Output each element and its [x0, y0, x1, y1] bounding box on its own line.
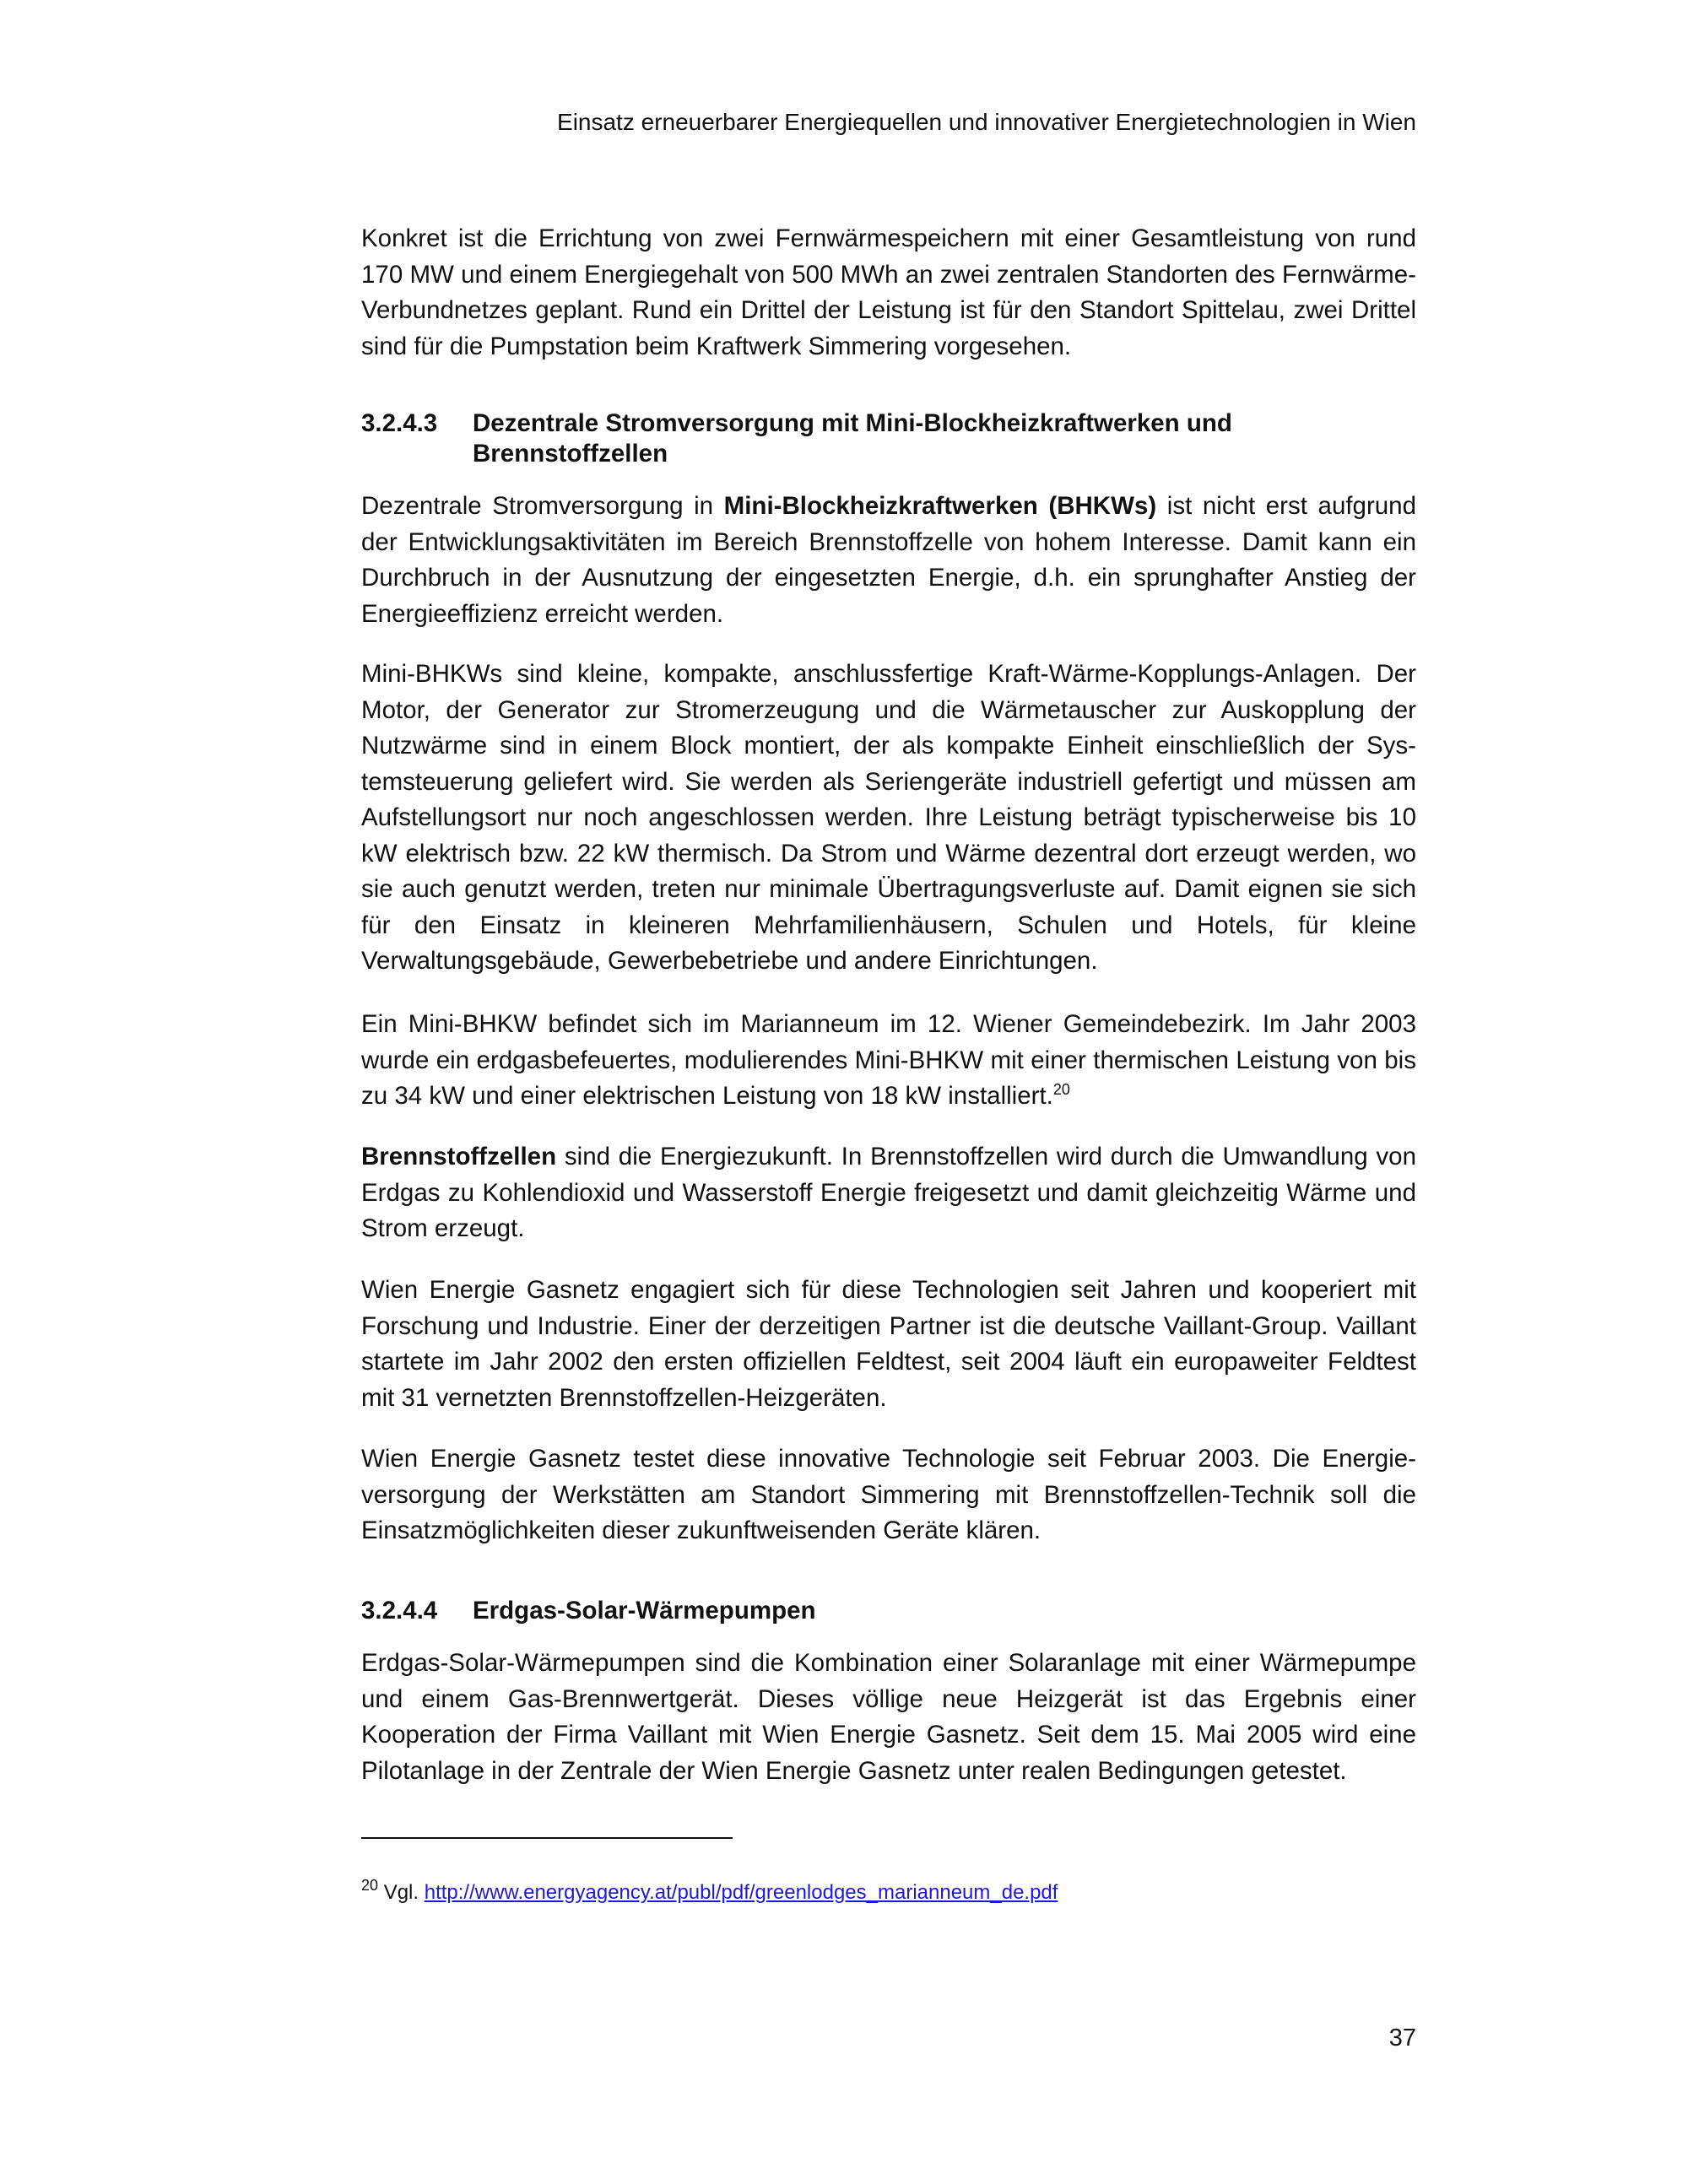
- footnote: [361, 1878, 1058, 1908]
- page-number: 37: [1388, 2025, 1416, 2052]
- text: ist nicht erst aufgrund der Entwicklungsaktivitäten im Bereich Brennstoffzelle von hohem Interesse. Damit kann ein Durchbruch in der Ausnutzung der eingesetzten Energie, d.h. ein sprunghafter Anstieg der Energieeffizienz erreicht werden.: [361, 492, 1416, 628]
- running-header: Einsatz erneuerbarer Energiequellen und innovativer Energietechnologien in Wien: [557, 109, 1416, 135]
- footnote-separator: [361, 1837, 733, 1839]
- section-title: Erdgas-Solar-Wärmepumpen: [473, 1597, 816, 1624]
- footnote-reference[interactable]: 20: [1052, 1081, 1070, 1099]
- paragraph-mini-bhkws: Mini-BHKWs sind kleine, kompakte, anschlussfertige Kraft-Wärme-Kopplungs-Anlagen. Der Motor, der Generator zur Stromerzeugung und die Wärmetauscher zur Auskopplung der Nutzwärme sind in einem Block montiert, der als kompakte Einheit einschließlich der Systemsteuerung geliefert wird. Sie werden als Seriengeräte industriell gefertigt und müssen am Aufstellungsort nur noch angeschlossen werden. Ihre Leistung beträgt typischerweise bis 10 kW elektrisch bzw. 22 kW thermisch. Da Strom und Wärme dezentral dort erzeugt werden, wo sie auch genutzt werden, treten nur minimale Übertragungsverluste auf. Damit eignen sie sich für den Einsatz in kleineren Mehrfamilienhäusern, Schulen und Hotels, für kleine Verwaltungsgebäude, Gewerbebetriebe und andere Einrichtungen.: [361, 660, 1416, 975]
- paragraph-testet: Wien Energie Gasnetz testet diese innovative Technologie seit Februar 2003. Die Energieversorgung der Werkstätten am Standort Simmering mit Brennstoffzellen-Technik soll die Einsatzmöglichkeiten dieser zukunftweisenden Geräte klären.: [361, 1445, 1416, 1544]
- text: Dezentrale Stromversorgung in: [361, 492, 724, 520]
- footnote-prefix: Vgl.: [383, 1881, 419, 1904]
- section-title: Dezentrale Stromversorgung mit Mini-Blockheizkraftwerken und Brennstoffzellen: [473, 409, 1232, 468]
- paragraph-marianneum: [361, 1007, 1416, 1115]
- section-number: 3.2.4.3: [361, 409, 438, 437]
- bold-term: Mini-Blockheizkraftwerken (BHKWs): [723, 492, 1157, 520]
- section-heading-3-2-4-3: [361, 408, 1416, 469]
- paragraph-dezentrale-stromversorgung: [361, 489, 1416, 632]
- text: Ein Mini-BHKW befindet sich im Marianneum im 12. Wiener Gemeindebezirk. Im Jahr 2003 wurde ein erdgasbefeuertes, modulierendes Mini-BHKW mit einer thermischen Leistung von bis zu 34 kW und einer elektrischen Leistung von 18 kW installiert.: [361, 1010, 1416, 1110]
- text: sind die Energiezukunft. In Brennstoffzellen wird durch die Umwandlung von Erdgas zu Kohlendioxid und Wasserstoff Energie freigesetzt und damit gleichzeitig Wärme und Strom erzeugt.: [361, 1143, 1416, 1242]
- section-heading-3-2-4-4: [361, 1596, 1416, 1626]
- paragraph-erdgas-solar: Erdgas-Solar-Wärmepumpen sind die Kombination einer Solaranlage mit einer Wärmepumpe und einem Gas-Brennwertgerät. Dieses völlige neue Heizgerät ist das Ergebnis einer Kooperation der Firma Vaillant mit Wien Energie Gasnetz. Seit dem 15. Mai 2005 wird eine Pilotanlage in der Zentrale der Wien Energie Gasnetz unter realen Bedingungen getestet.: [361, 1649, 1416, 1785]
- footnote-link[interactable]: http://www.energyagency.at/publ/pdf/greenlodges_marianneum_de.pdf: [424, 1881, 1058, 1904]
- paragraph-fernwaermespeicher: Konkret ist die Errichtung von zwei Fernwärmespeichern mit einer Gesamtleistung von rund 170 MW und einem Energiegehalt von 500 MWh an zwei zentralen Standorten des Fernwärme-Verbundnetzes geplant. Rund ein Drittel der Leistung ist für den Standort Spittelau, zwei Drittel sind für die Pumpstation beim Kraftwerk Simmering vorgesehen.: [361, 224, 1416, 360]
- paragraph-brennstoffzellen: [361, 1139, 1416, 1247]
- paragraph-wien-energie-gasnetz: Wien Energie Gasnetz engagiert sich für diese Technologien seit Jahren und kooperiert mit Forschung und Industrie. Einer der derzeitigen Partner ist die deutsche Vaillant-Group. Vaillant startete im Jahr 2002 den ersten offiziellen Feldtest, seit 2004 läuft ein europaweiter Feldtest mit 31 vernetzten Brennstoffzellen-Heizgeräten.: [361, 1276, 1416, 1412]
- section-number: 3.2.4.4: [361, 1597, 438, 1624]
- footnote-number: 20: [361, 1877, 379, 1894]
- bold-term: Brennstoffzellen: [361, 1143, 557, 1170]
